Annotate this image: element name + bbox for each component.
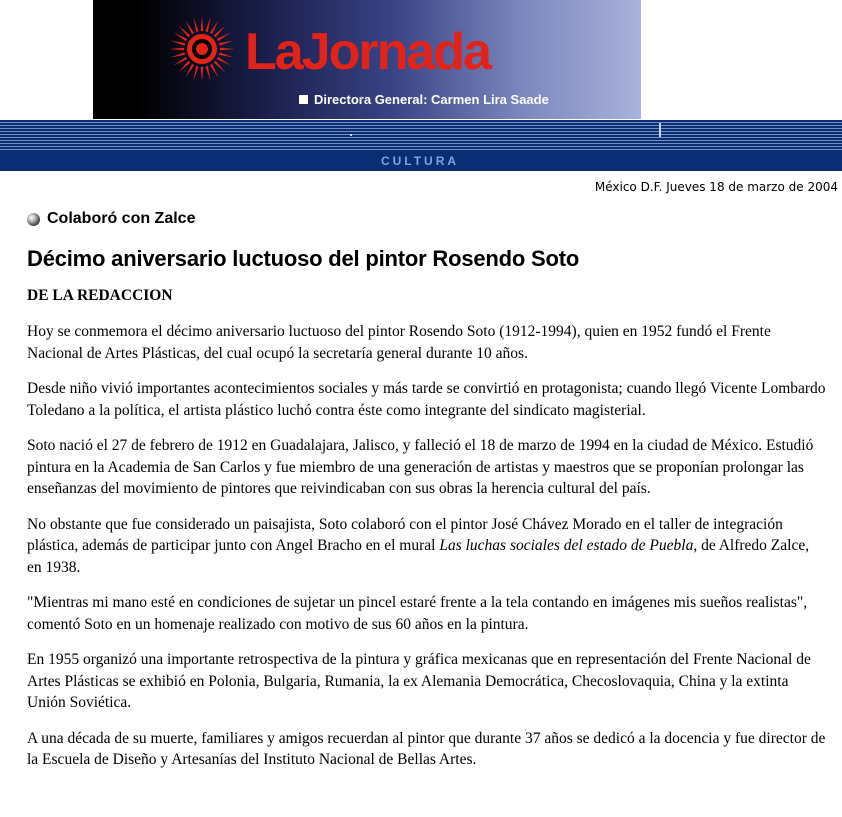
article-paragraph: En 1955 organizó una importante retrospectiva de la pintura y gráfica mexicanas que en representación del Frente Nacional de Artes Plásticas se exhibió en Polonia, Bulgaria, Rumania, la ex Alemania Democrática, Checoslovaquia, China y la extinta Unión Soviética.: [27, 651, 811, 711]
sun-ray: [217, 57, 231, 66]
sun-ray: [173, 33, 187, 42]
kicker-text: Colaboró con Zalce: [47, 210, 196, 227]
sun-ray: [210, 64, 219, 78]
sun-ray: [219, 52, 234, 57]
paragraph-text: No obstante que fue considerado un paisajista, Soto colaboró con el pintor José Chávez Morado en el taller de integración plástica, además de participar junto con Angel Bracho en el mural: [27, 515, 783, 554]
sun-icon: [167, 14, 237, 84]
article-headline: Décimo aniversario luctuoso del pintor Rosendo Soto: [27, 246, 580, 271]
article-paragraph: Hoy se conmemora el décimo aniversario luctuoso del pintor Rosendo Soto (1912-1994), quien en 1952 fundó el Frente Nacional de Artes Plásticas, del cual ocupó la secretaría general durante 10 años.: [27, 323, 771, 362]
article: [27, 208, 827, 771]
section-label[interactable]: CULTURA: [380, 154, 460, 168]
sun-ray: [179, 61, 191, 73]
sun-ray: [205, 66, 210, 81]
sun-ray: [179, 26, 191, 38]
sun-ray: [214, 61, 226, 73]
divider-mark: [659, 123, 661, 137]
sun-ray: [186, 64, 195, 78]
sun-ray: [201, 67, 204, 82]
sun-ray: [220, 48, 235, 51]
sun-ray: [186, 20, 195, 34]
sun-ray: [214, 26, 226, 38]
bullet-icon: [27, 213, 40, 226]
article-paragraph: [27, 514, 827, 579]
article-paragraph: A una década de su muerte, familiares y amigos recuerdan al pintor que durante 37 años se dedicó a la docencia y fue director de la Escuela de Diseño y Artesanías del Instituto Nacional de Bellas Artes.: [27, 729, 826, 768]
sun-ray: [170, 52, 185, 57]
sun-ray: [193, 17, 198, 32]
masthead-logo[interactable]: LaJornada: [245, 23, 490, 81]
article-paragraph: Soto nació el 27 de febrero de 1912 en Guadalajara, Jalisco, y falleció el 18 de marzo de 1994 en la ciudad de México. Estudió pintura en la Academia de San Carlos y fue miembro de una generación de artistas y maestros que se proponían prolongar las enseñanzas del movimiento de pintores que reivindicaban con sus obras la herencia cultural del país.: [27, 437, 814, 497]
masthead-banner: [93, 0, 641, 119]
sun-ray: [201, 16, 204, 31]
dateline: México D.F. Jueves 18 de marzo de 2004: [594, 180, 838, 194]
sun-ray: [217, 33, 231, 42]
article-byline: DE LA REDACCION: [27, 287, 173, 304]
sun-ray: [193, 66, 198, 81]
square-bullet-icon: [299, 95, 308, 104]
paragraph-text: , de Alfredo Zalce, en 1938.: [27, 537, 810, 576]
article-paragraph: "Mientras mi mano esté en condiciones de sujetar un pincel estaré frente a la tela contando en imágenes mis sueños realistas", comentó Soto en un homenaje realizado con motivo de sus 60 años en la pintura.: [27, 594, 808, 633]
article-paragraph: Desde niño vivió importantes acontecimientos sociales y más tarde se convirtió en protagonista; cuando llegó Vicente Lombardo Toledano a la política, el artista plástico luchó contra éste como integrante del sindicato magisterial.: [27, 380, 826, 419]
mural-title: Las luchas sociales del estado de Puebla: [439, 537, 694, 554]
sun-ray: [170, 40, 185, 45]
divider-mark: [350, 134, 352, 136]
stripe-divider: [0, 120, 842, 152]
director-text: Directora General: Carmen Lira Saade: [314, 92, 549, 107]
sun-ray: [169, 48, 184, 51]
sun-ray: [173, 57, 187, 66]
article-kicker: [27, 208, 827, 230]
sun-ray: [210, 20, 219, 34]
section-bar: [0, 152, 842, 171]
sun-ray: [219, 40, 234, 45]
director-line: [299, 92, 549, 107]
sun-ray: [205, 17, 210, 32]
